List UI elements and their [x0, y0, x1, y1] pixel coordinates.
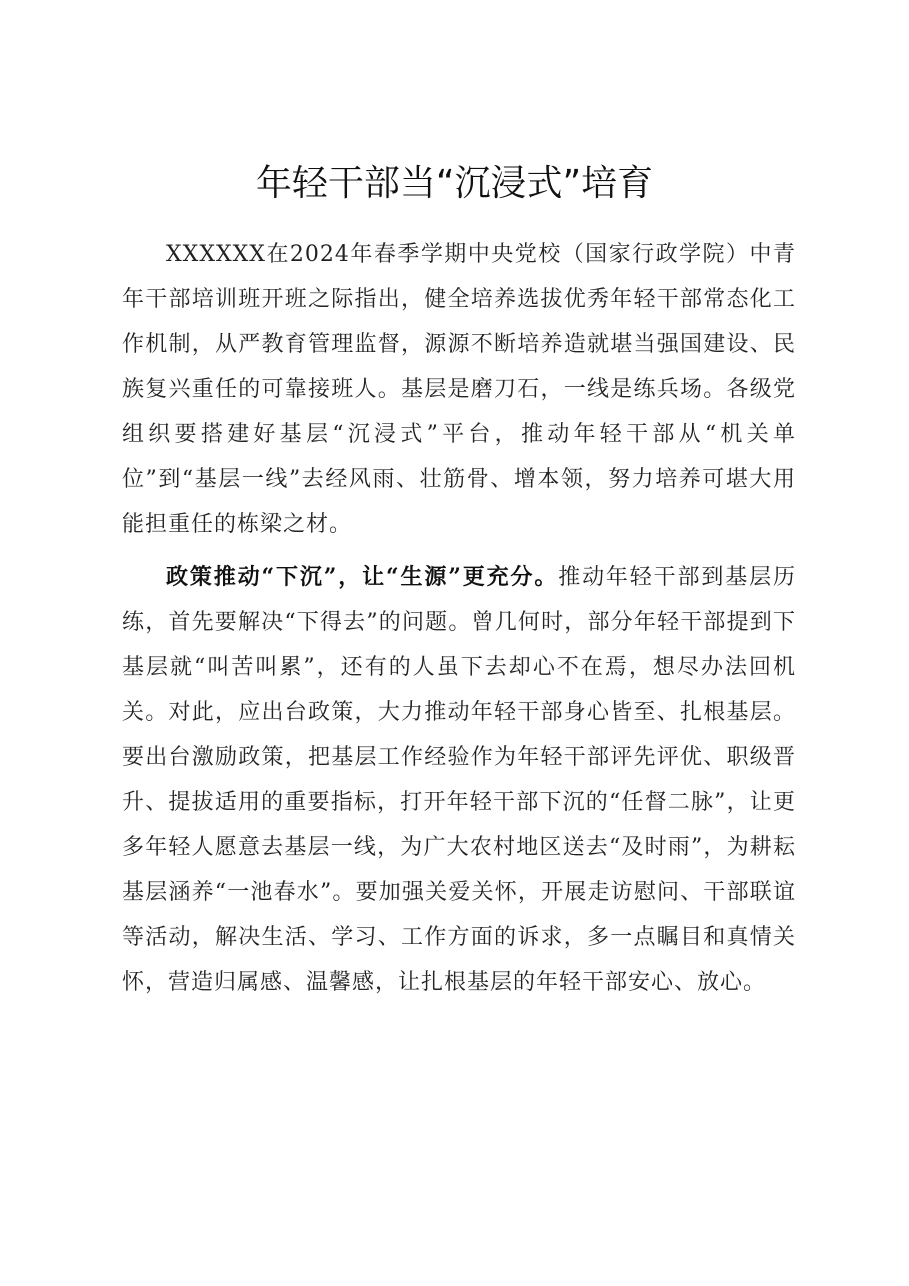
- paragraph-text: 推动年轻干部到基层历练，首先要解决“下得去”的问题。曾几何时，部分年轻干部提到下基层就“叫苦叫累”，还有的人虽下去却心不在焉，想尽办法回机关。对此，应出台政策，大力推动年轻干部身心皆至、扎根基层。要出台激励政策，把基层工作经验作为年轻干部评先评优、职级晋升、提拔适用的重要指标，打开年轻干部下沉的“任督二脉”，让更多年轻人愿意去基层一线，为广大农村地区送去“及时雨”，为耕耘基层涵养“一池春水”。要加强关爱关怀，开展走访慰问、干部联谊等活动，解决生活、学习、工作方面的诉求，多一点瞩目和真情关怀，营造归属感、温馨感，让扎根基层的年轻干部安心、放心。: [122, 565, 796, 995]
- document-title: 年轻干部当“沉浸式”培育: [255, 163, 654, 204]
- paragraph-lead: 政策推动“下沉”，让“生源”更充分。: [166, 564, 559, 590]
- paragraph-text: XXXXXX在2024年春季学期中央党校（国家行政学院）中青年干部培训班开班之际指出，健全培养选拔优秀年轻干部常态化工作机制，从严教育管理监督，源源不断培养造就堪当强国建设、民族复兴重任的可靠接班人。基层是磨刀石，一线是练兵场。各级党组织要搭建好基层“沉浸式”平台，推动年轻干部从“机关单位”到“基层一线”去经风雨、壮筋骨、增本领，努力培养可堪大用能担重任的栋梁之材。: [122, 242, 796, 537]
- document-body: [122, 232, 796, 1013]
- paragraph-policy: [122, 555, 796, 1005]
- paragraph-intro: [122, 232, 796, 547]
